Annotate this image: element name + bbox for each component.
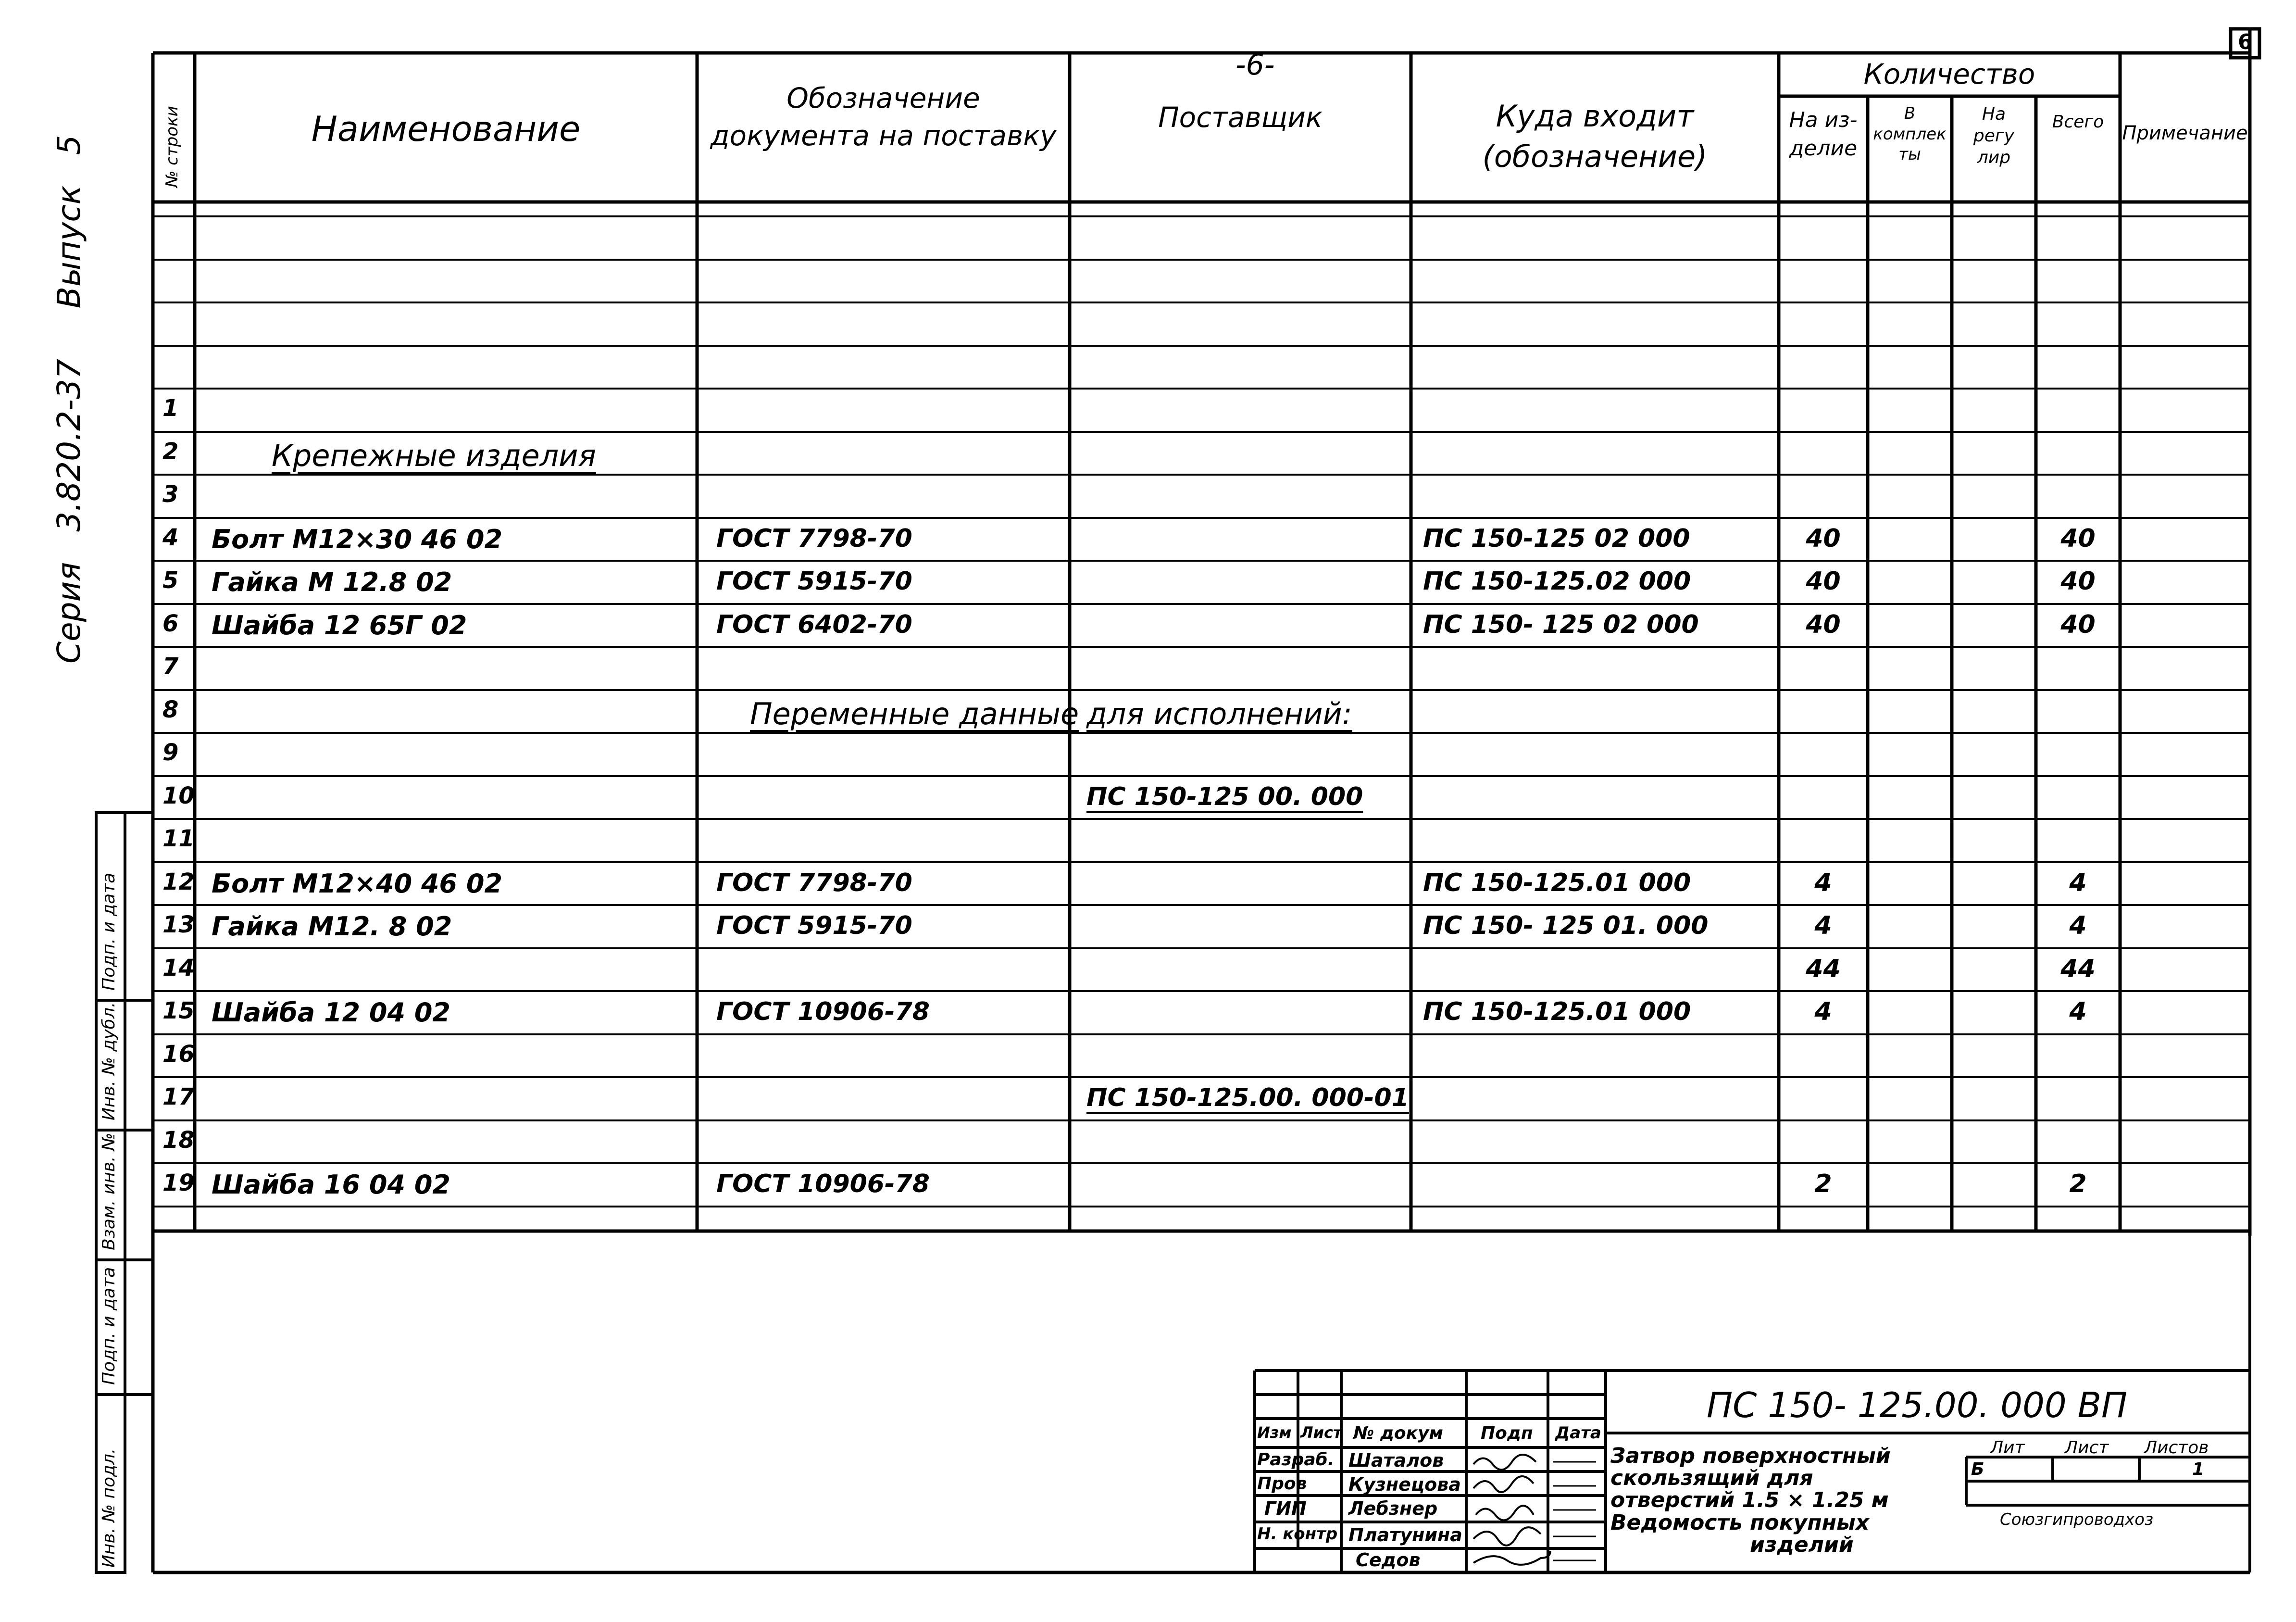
cell-no: 5 bbox=[162, 566, 179, 594]
stamp-podp-date-1: Подп. и дата bbox=[99, 1267, 119, 1385]
cell-item: 4 bbox=[1814, 997, 1832, 1026]
signatures-icon bbox=[1469, 1447, 1603, 1572]
tb-col-podp: Подп bbox=[1481, 1423, 1533, 1443]
tb-name-5: Седов bbox=[1356, 1549, 1421, 1571]
cell-supplier: ПС 150-125 00. 000 bbox=[1086, 782, 1363, 811]
cell-total: 44 bbox=[2060, 954, 2096, 983]
cell-no: 13 bbox=[162, 911, 195, 938]
cell-where: ПС 150-125.02 000 bbox=[1423, 566, 1691, 596]
header-doc-line1: Обозначение bbox=[786, 82, 980, 114]
cell-no: 18 bbox=[162, 1126, 195, 1154]
cell-doc: ГОСТ 6402-70 bbox=[716, 610, 912, 639]
header-qty-item-line1: На из- bbox=[1789, 108, 1858, 132]
cell-name: Крепежные изделия bbox=[272, 438, 596, 473]
cell-no: 3 bbox=[162, 480, 179, 508]
tb-role-1: Разраб. bbox=[1257, 1450, 1335, 1470]
tb-org: Союзгипроводхоз bbox=[2000, 1510, 2154, 1529]
stamp-podp-date-2: Подп. и дата bbox=[99, 872, 119, 991]
side-title bbox=[50, 135, 87, 664]
tb-title-line2: скользящий для bbox=[1610, 1466, 1813, 1491]
header-qty-reg bbox=[1952, 103, 2036, 168]
tb-role-4: Н. контр bbox=[1257, 1524, 1338, 1544]
tb-lit-value: Б bbox=[1971, 1459, 1984, 1479]
tb-designation: ПС 150- 125.00. 000 ВП bbox=[1707, 1385, 2128, 1425]
cell-name: Шайба 12 65Г 02 bbox=[212, 610, 467, 641]
cell-no: 14 bbox=[162, 954, 195, 981]
header-qty-set-line1: В bbox=[1904, 104, 1916, 123]
header-qty-total: Всего bbox=[2052, 112, 2104, 132]
tb-title-line3: отверстий 1.5 × 1.25 м bbox=[1610, 1488, 1889, 1513]
header-note: Примечание bbox=[2122, 122, 2248, 144]
cell-item: 40 bbox=[1806, 610, 1841, 639]
cell-no: 7 bbox=[162, 653, 179, 680]
tb-lit-label: Лит bbox=[1990, 1438, 2025, 1458]
cell-where: ПС 150-125 02 000 bbox=[1423, 524, 1690, 553]
header-row-no: № строки bbox=[162, 106, 182, 188]
header-qty-reg-line3: лир bbox=[1977, 148, 2011, 167]
header-supplier: Поставщик bbox=[1158, 101, 1323, 134]
stamp-vzam: Взам. инв. № bbox=[99, 1132, 119, 1250]
tb-sheet-label: Лист bbox=[2065, 1438, 2109, 1458]
header-doc-line2: документа на поставку bbox=[710, 119, 1057, 152]
cell-item: 44 bbox=[1806, 954, 1841, 983]
cell-doc: ГОСТ 7798-70 bbox=[716, 524, 912, 553]
cell-doc: ГОСТ 10906-78 bbox=[716, 1169, 930, 1198]
cell-where: ПС 150-125.01 000 bbox=[1423, 997, 1691, 1026]
cell-total: 40 bbox=[2060, 524, 2096, 553]
tb-name-2: Кузнецова bbox=[1348, 1474, 1461, 1495]
cell-total: 40 bbox=[2060, 566, 2096, 596]
issue-number: 5 bbox=[50, 135, 87, 155]
cell-name: Гайка М 12.8 02 bbox=[212, 566, 452, 597]
header-qty-reg-line1: На bbox=[1982, 104, 2006, 124]
tb-title bbox=[1610, 1445, 1891, 1556]
cell-no: 8 bbox=[162, 696, 179, 723]
tb-title-line1: Затвор поверхностный bbox=[1610, 1444, 1891, 1468]
cell-where: ПС 150- 125 01. 000 bbox=[1423, 911, 1709, 940]
cell-item: 4 bbox=[1814, 868, 1832, 897]
cell-item: 40 bbox=[1806, 524, 1841, 553]
tb-role-2: Пров bbox=[1257, 1474, 1307, 1494]
header-qty-set-line2: комплек bbox=[1873, 124, 1947, 144]
cell-supplier: ПС 150-125.00. 000-01 bbox=[1086, 1083, 1409, 1112]
cell-total: 2 bbox=[2069, 1169, 2087, 1198]
tb-name-1: Шаталов bbox=[1348, 1450, 1444, 1471]
cell-no: 2 bbox=[162, 438, 179, 465]
tb-col-izm: Изм bbox=[1257, 1423, 1292, 1442]
series-number: 3.820.2-37 bbox=[50, 359, 87, 532]
cell-no: 16 bbox=[162, 1040, 195, 1068]
issue-label: Выпуск bbox=[50, 185, 87, 309]
header-qty-set bbox=[1868, 103, 1952, 165]
cell-no: 15 bbox=[162, 997, 195, 1024]
tb-col-doc: № докум bbox=[1353, 1423, 1443, 1443]
tb-col-date: Дата bbox=[1555, 1423, 1601, 1443]
corner-number: 6 bbox=[2238, 30, 2253, 54]
cell-item: 4 bbox=[1814, 911, 1832, 940]
cell-supplier: для исполнений: bbox=[1086, 696, 1352, 731]
cell-no: 1 bbox=[162, 394, 179, 422]
header-where bbox=[1411, 96, 1779, 176]
header-qty-reg-line2: регу bbox=[1973, 126, 2015, 146]
cell-no: 6 bbox=[162, 610, 179, 637]
header-where-line2: (обозначение) bbox=[1482, 138, 1708, 174]
sheet-mark: -6- bbox=[1235, 48, 1275, 82]
tb-title-line4: Ведомость покупных bbox=[1610, 1510, 1870, 1535]
header-quantity: Количество bbox=[1863, 58, 2035, 90]
cell-name: Шайба 16 04 02 bbox=[212, 1169, 450, 1200]
cell-item: 40 bbox=[1806, 566, 1841, 596]
cell-doc: ГОСТ 5915-70 bbox=[716, 911, 912, 940]
cell-name: Гайка М12. 8 02 bbox=[212, 911, 452, 942]
cell-no: 12 bbox=[162, 868, 195, 895]
tb-name-3: Лебзнер bbox=[1348, 1498, 1438, 1519]
header-doc bbox=[697, 79, 1070, 155]
stamp-inv-dubl: Инв. № дубл. bbox=[99, 1002, 119, 1120]
cell-where: ПС 150-125.01 000 bbox=[1423, 868, 1691, 897]
header-name: Наименование bbox=[311, 109, 581, 149]
cell-total: 4 bbox=[2069, 997, 2087, 1026]
cell-no: 4 bbox=[162, 524, 179, 551]
cell-total: 4 bbox=[2069, 868, 2087, 897]
header-qty-set-line3: ты bbox=[1898, 145, 1921, 164]
cell-name: Болт М12×30 46 02 bbox=[212, 524, 503, 554]
tb-sheets-value: 1 bbox=[2192, 1459, 2205, 1479]
tb-sheets-label: Листов bbox=[2144, 1438, 2209, 1458]
header-where-line1: Куда входит bbox=[1496, 99, 1694, 134]
cell-no: 9 bbox=[162, 739, 179, 766]
header-qty-item bbox=[1779, 106, 1868, 163]
cell-no: 17 bbox=[162, 1083, 195, 1110]
cell-doc: ГОСТ 10906-78 bbox=[716, 997, 930, 1026]
tb-role-3: ГИП bbox=[1264, 1498, 1307, 1519]
cell-no: 11 bbox=[162, 825, 195, 852]
tb-name-4: Платунина bbox=[1348, 1524, 1462, 1546]
series-label: Серия bbox=[50, 562, 87, 664]
stamp-inv-podl: Инв. № подл. bbox=[99, 1448, 119, 1568]
cell-where: ПС 150- 125 02 000 bbox=[1423, 610, 1699, 639]
cell-item: 2 bbox=[1814, 1169, 1832, 1198]
cell-no: 19 bbox=[162, 1169, 195, 1196]
header-qty-item-line2: делие bbox=[1789, 136, 1858, 161]
cell-doc: Переменные данные bbox=[750, 696, 1079, 731]
cell-doc: ГОСТ 5915-70 bbox=[716, 566, 912, 596]
tb-title-line5: изделий bbox=[1750, 1532, 1854, 1557]
tb-col-list: Лист bbox=[1300, 1423, 1342, 1442]
cell-no: 10 bbox=[162, 782, 195, 809]
cell-name: Болт М12×40 46 02 bbox=[212, 868, 503, 899]
cell-doc: ГОСТ 7798-70 bbox=[716, 868, 912, 897]
cell-name: Шайба 12 04 02 bbox=[212, 997, 450, 1028]
cell-total: 40 bbox=[2060, 610, 2096, 639]
cell-total: 4 bbox=[2069, 911, 2087, 940]
